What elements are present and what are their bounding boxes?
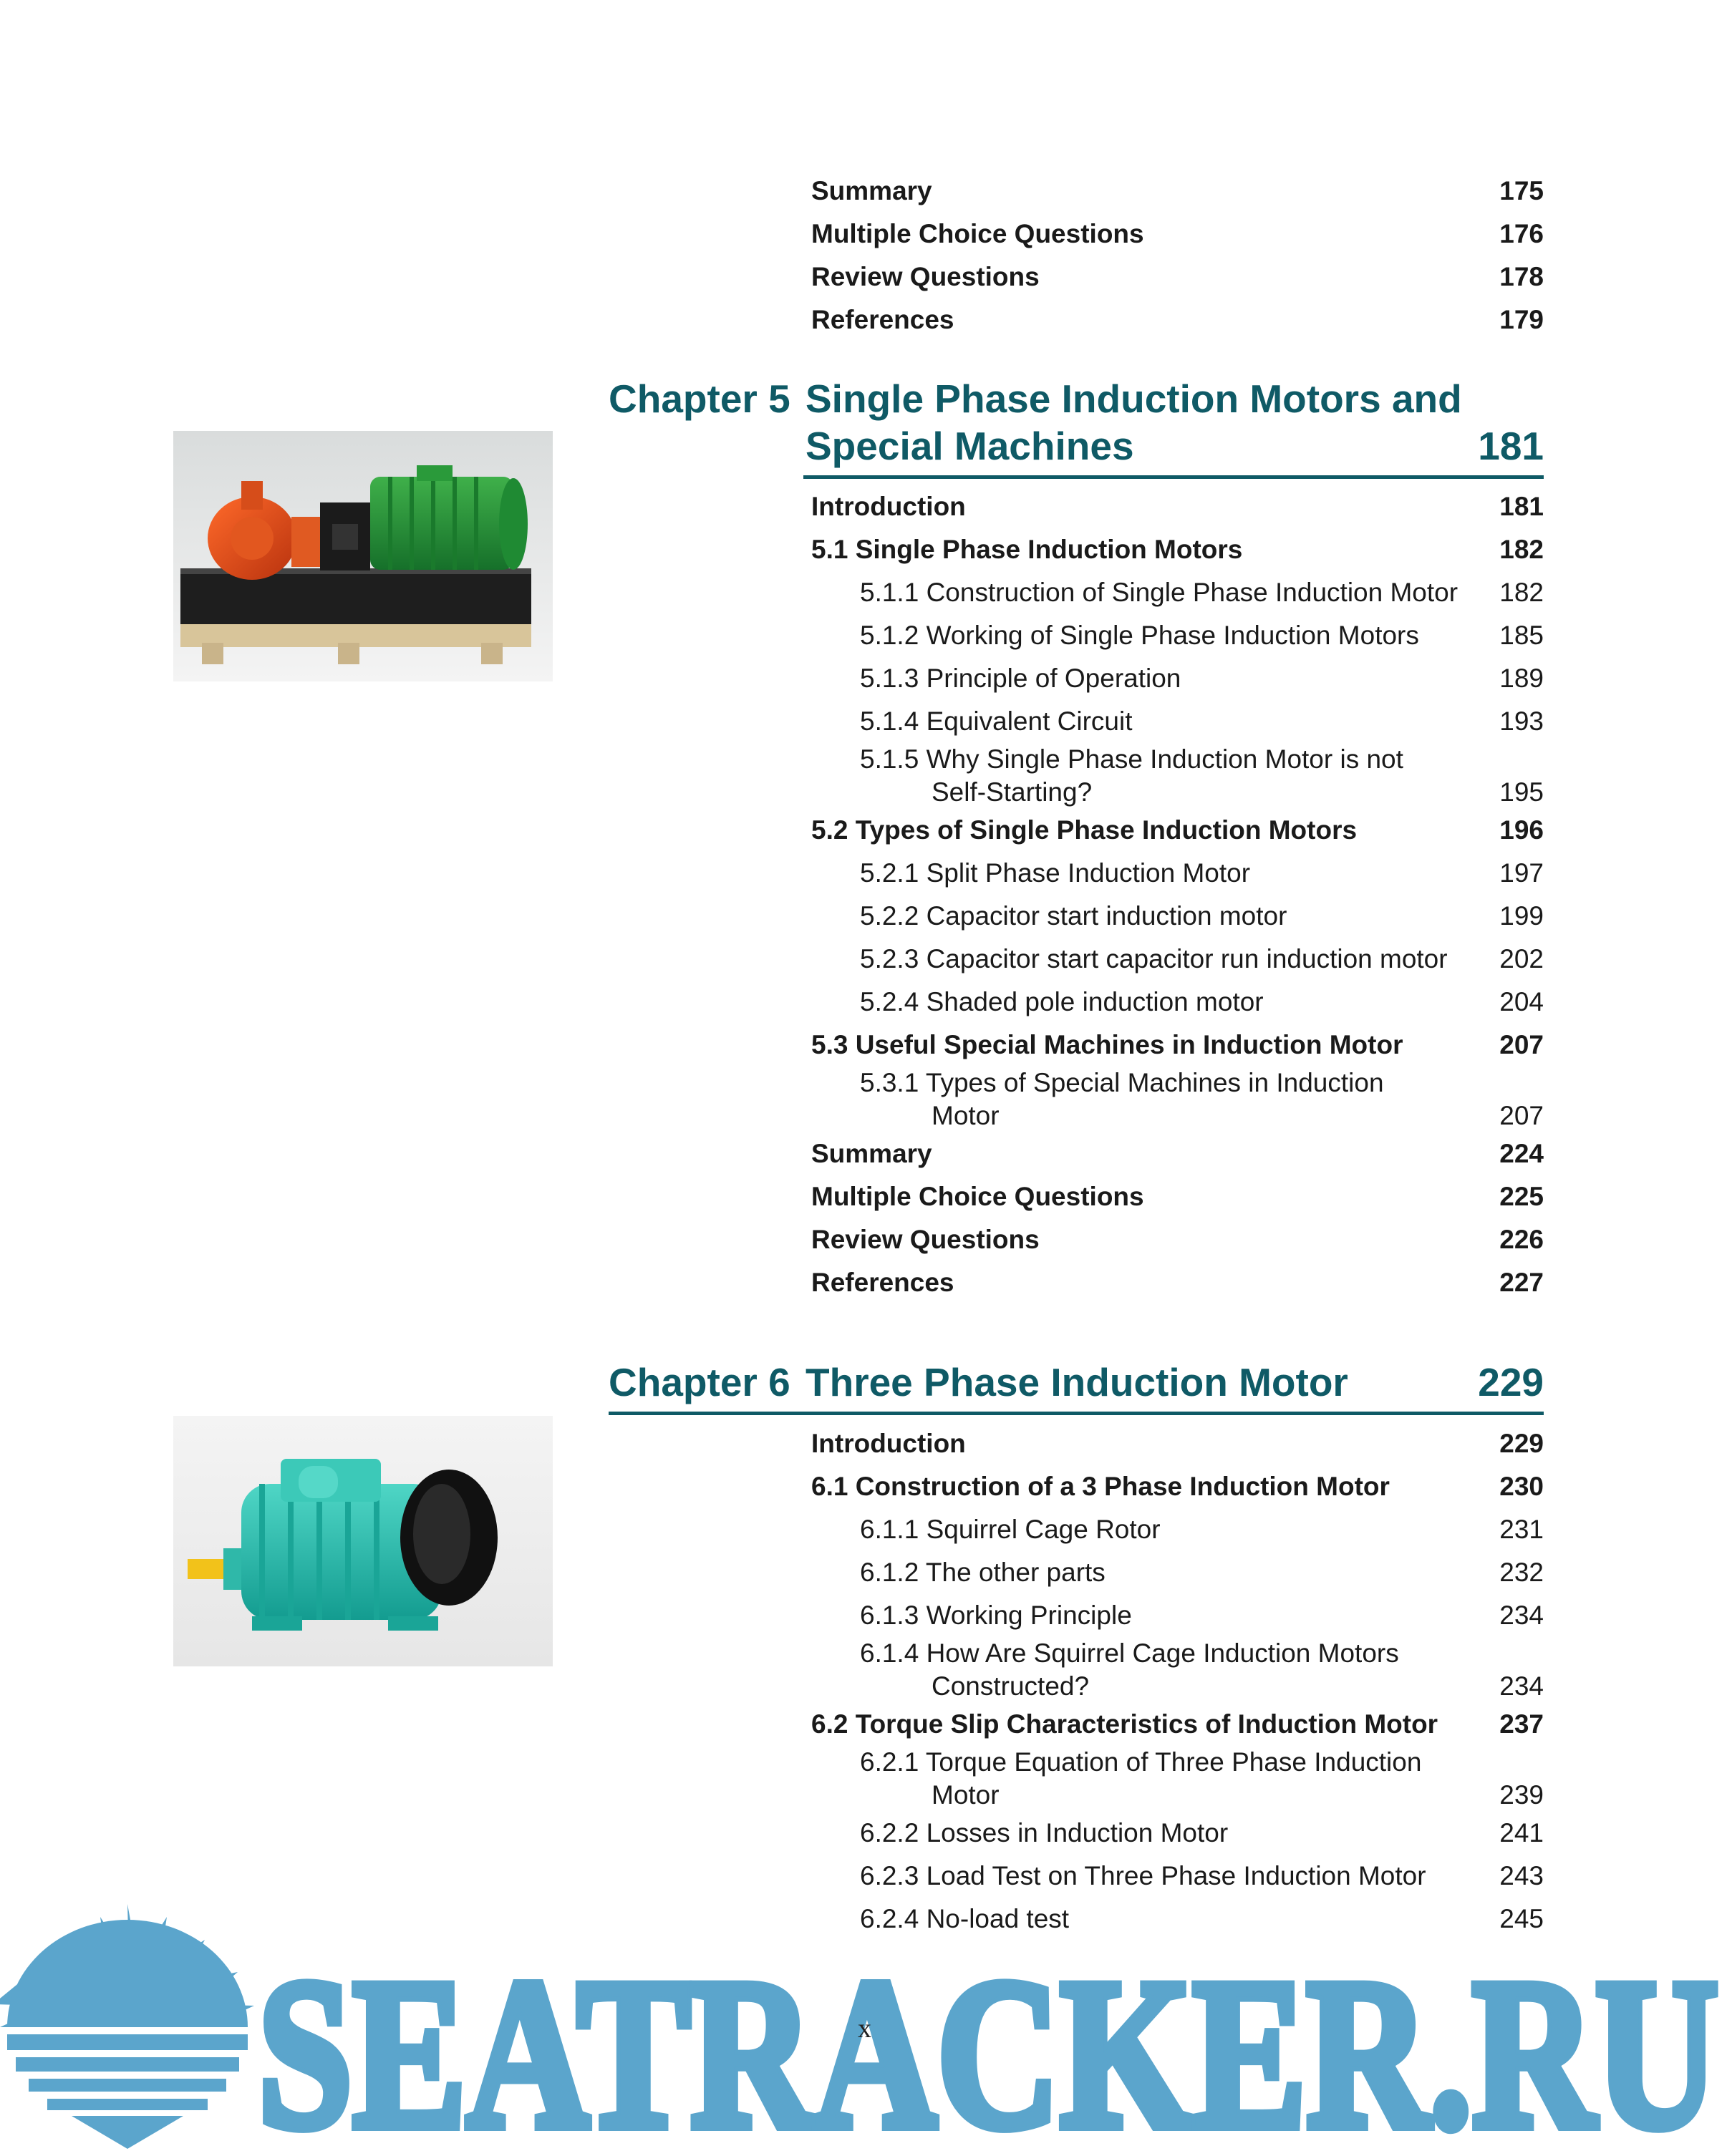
- toc-entry-page: 229: [1499, 1429, 1544, 1458]
- toc-entry-page: 196: [1499, 815, 1544, 845]
- toc-subentry[interactable]: [811, 700, 1544, 743]
- chapter-title-line2: Special Machines: [806, 424, 1134, 468]
- toc-entry-page: 232: [1499, 1558, 1544, 1587]
- toc-entry-title: 6.1 Construction of a 3 Phase Induction Motor: [811, 1472, 1390, 1501]
- toc-subentry[interactable]: [811, 1637, 1544, 1703]
- toc-entry-page: 182: [1499, 578, 1544, 607]
- chapter-6-toc: [811, 1422, 1544, 1941]
- toc-subentry[interactable]: [811, 1594, 1544, 1637]
- toc-entry[interactable]: [811, 1218, 1544, 1261]
- toc-entry[interactable]: [811, 1465, 1544, 1508]
- toc-subentry[interactable]: [811, 938, 1544, 981]
- page-number: x: [858, 2014, 871, 2044]
- toc-subentry[interactable]: [811, 571, 1544, 614]
- toc-entry-page: 179: [1499, 305, 1544, 334]
- chapter-title-line1: Three Phase Induction Motor: [806, 1360, 1348, 1404]
- toc-entry-title-line1: 5.1.5 Why Single Phase Induction Motor is not: [860, 744, 1403, 774]
- toc-entry-title: 5.3 Useful Special Machines in Induction Motor: [811, 1030, 1403, 1059]
- toc-entry-page: 182: [1499, 535, 1544, 564]
- chapter-5-rule: [803, 475, 1544, 479]
- toc-entry-page: 234: [1499, 1601, 1544, 1630]
- toc-entry-title-line1: 6.2.1 Torque Equation of Three Phase Induction: [860, 1747, 1422, 1777]
- toc-subentry[interactable]: [811, 1551, 1544, 1594]
- sun-icon: [0, 1904, 254, 2149]
- chapter-5-image-pump-motor: [173, 431, 553, 681]
- chapter-page: 229: [1478, 1360, 1544, 1404]
- toc-entry[interactable]: [811, 1175, 1544, 1218]
- watermark-text: SEATRACKER.RU: [258, 1935, 1718, 2156]
- toc-entry-title: 5.1.4 Equivalent Circuit: [860, 706, 1133, 736]
- toc-entry-page: 243: [1499, 1861, 1544, 1890]
- toc-entry[interactable]: [811, 1703, 1544, 1746]
- toc-entry-page: 176: [1499, 219, 1544, 248]
- toc-entry-title: Introduction: [811, 492, 966, 521]
- chapter-5-toc: [811, 485, 1544, 1304]
- toc-entry-title: 5.2.4 Shaded pole induction motor: [860, 987, 1264, 1016]
- toc-entry[interactable]: [811, 256, 1544, 298]
- toc-subentry[interactable]: [811, 1855, 1544, 1898]
- toc-subentry[interactable]: [811, 614, 1544, 657]
- toc-entry-title: 5.1.3 Principle of Operation: [860, 664, 1181, 693]
- toc-entry-page: 239: [1499, 1780, 1544, 1810]
- toc-entry-title: [860, 1067, 1476, 1132]
- toc-entry-title: 5.1 Single Phase Induction Motors: [811, 535, 1243, 564]
- toc-entry-page: 234: [1499, 1671, 1544, 1701]
- toc-entry[interactable]: [811, 1024, 1544, 1067]
- toc-entry-title: Multiple Choice Questions: [811, 219, 1144, 248]
- toc-entry-title: [860, 743, 1476, 809]
- chapter-6-rule: [609, 1412, 1544, 1415]
- toc-entry-title-line2: Constructed?: [932, 1671, 1090, 1701]
- toc-entry-title: Summary: [811, 1139, 932, 1168]
- toc-entry-title-line1: 6.1.4 How Are Squirrel Cage Induction Motors: [860, 1638, 1399, 1668]
- toc-entry-title: Multiple Choice Questions: [811, 1182, 1144, 1211]
- toc-entry-page: 237: [1499, 1709, 1544, 1739]
- toc-entry-title: 6.1.1 Squirrel Cage Rotor: [860, 1515, 1161, 1544]
- toc-entry-page: 207: [1499, 1030, 1544, 1059]
- toc-entry-title: 6.2.3 Load Test on Three Phase Induction Motor: [860, 1861, 1426, 1890]
- toc-entry-page: 193: [1499, 706, 1544, 736]
- toc-entry-page: 207: [1499, 1101, 1544, 1130]
- toc-entry-title: 5.2.1 Split Phase Induction Motor: [860, 858, 1251, 888]
- toc-entry[interactable]: [811, 170, 1544, 213]
- toc-entry-title: 6.2.2 Losses in Induction Motor: [860, 1818, 1229, 1847]
- toc-entry[interactable]: [811, 485, 1544, 528]
- toc-entry[interactable]: [811, 809, 1544, 852]
- toc-entry[interactable]: [811, 1261, 1544, 1304]
- toc-entry-title: 5.1.1 Construction of Single Phase Induction Motor: [860, 578, 1458, 607]
- chapter-label: Chapter 6: [609, 1360, 790, 1404]
- toc-entry-page: 227: [1499, 1268, 1544, 1297]
- toc-top-section: [811, 170, 1544, 341]
- toc-entry-title: 5.2 Types of Single Phase Induction Motors: [811, 815, 1358, 845]
- toc-entry[interactable]: [811, 1422, 1544, 1465]
- toc-entry-title: 6.2.4 No-load test: [860, 1904, 1070, 1933]
- toc-subentry[interactable]: [811, 981, 1544, 1024]
- toc-entry-page: 175: [1499, 176, 1544, 205]
- toc-subentry[interactable]: [811, 1067, 1544, 1132]
- watermark-text-outline: SEATRACKER.RU: [258, 1935, 1718, 2156]
- toc-entry-title-line2: Self-Starting?: [932, 777, 1093, 807]
- toc-entry-page: 197: [1499, 858, 1544, 888]
- toc-entry-page: 245: [1499, 1904, 1544, 1933]
- toc-subentry[interactable]: [811, 895, 1544, 938]
- toc-entry-page: 199: [1499, 901, 1544, 931]
- toc-subentry[interactable]: [811, 1746, 1544, 1812]
- toc-entry-page: 204: [1499, 987, 1544, 1016]
- toc-entry-page: 241: [1499, 1818, 1544, 1847]
- toc-subentry[interactable]: [811, 743, 1544, 809]
- toc-entry-title: [860, 1637, 1476, 1703]
- toc-entry-page: 224: [1499, 1139, 1544, 1168]
- toc-entry-title: 5.2.3 Capacitor start capacitor run induction motor: [860, 944, 1448, 973]
- toc-entry-page: 231: [1499, 1515, 1544, 1544]
- toc-entry-page: 226: [1499, 1225, 1544, 1254]
- toc-entry-title: Summary: [811, 176, 932, 205]
- chapter-page: 181: [1478, 424, 1544, 468]
- toc-entry[interactable]: [811, 213, 1544, 256]
- toc-entry-title: 6.2 Torque Slip Characteristics of Induction Motor: [811, 1709, 1438, 1739]
- toc-subentry[interactable]: [811, 852, 1544, 895]
- toc-entry-title: 6.1.3 Working Principle: [860, 1601, 1132, 1630]
- toc-entry-page: 230: [1499, 1472, 1544, 1501]
- toc-entry-page: 178: [1499, 262, 1544, 291]
- toc-entry-title: 5.2.2 Capacitor start induction motor: [860, 901, 1287, 931]
- toc-entry-title: [860, 1746, 1476, 1812]
- toc-entry-title: Introduction: [811, 1429, 966, 1458]
- toc-entry[interactable]: [811, 1132, 1544, 1175]
- toc-entry[interactable]: [811, 528, 1544, 571]
- toc-entry-title: Review Questions: [811, 1225, 1040, 1254]
- chapter-title-line1: Single Phase Induction Motors and: [806, 377, 1462, 421]
- toc-entry-title-line2: Motor: [932, 1780, 1000, 1810]
- toc-entry-page: 225: [1499, 1182, 1544, 1211]
- toc-entry-title-line1: 5.3.1 Types of Special Machines in Induction: [860, 1068, 1384, 1097]
- toc-entry-page: 181: [1499, 492, 1544, 521]
- toc-entry-page: 195: [1499, 777, 1544, 807]
- toc-subentry[interactable]: [811, 1812, 1544, 1855]
- toc-entry[interactable]: [811, 298, 1544, 341]
- toc-subentry[interactable]: [811, 1508, 1544, 1551]
- toc-subentry[interactable]: [811, 657, 1544, 700]
- toc-entry-title: 5.1.2 Working of Single Phase Induction Motors: [860, 621, 1419, 650]
- toc-entry-title: Review Questions: [811, 262, 1040, 291]
- chapter-6-image-induction-motor: [173, 1416, 553, 1666]
- toc-entry-title-line2: Motor: [932, 1101, 1000, 1130]
- toc-entry-page: 189: [1499, 664, 1544, 693]
- toc-entry-title: References: [811, 305, 954, 334]
- toc-entry-page: 202: [1499, 944, 1544, 973]
- toc-entry-title: References: [811, 1268, 954, 1297]
- toc-entry-title: 6.1.2 The other parts: [860, 1558, 1106, 1587]
- chapter-label: Chapter 5: [609, 377, 790, 421]
- toc-entry-page: 185: [1499, 621, 1544, 650]
